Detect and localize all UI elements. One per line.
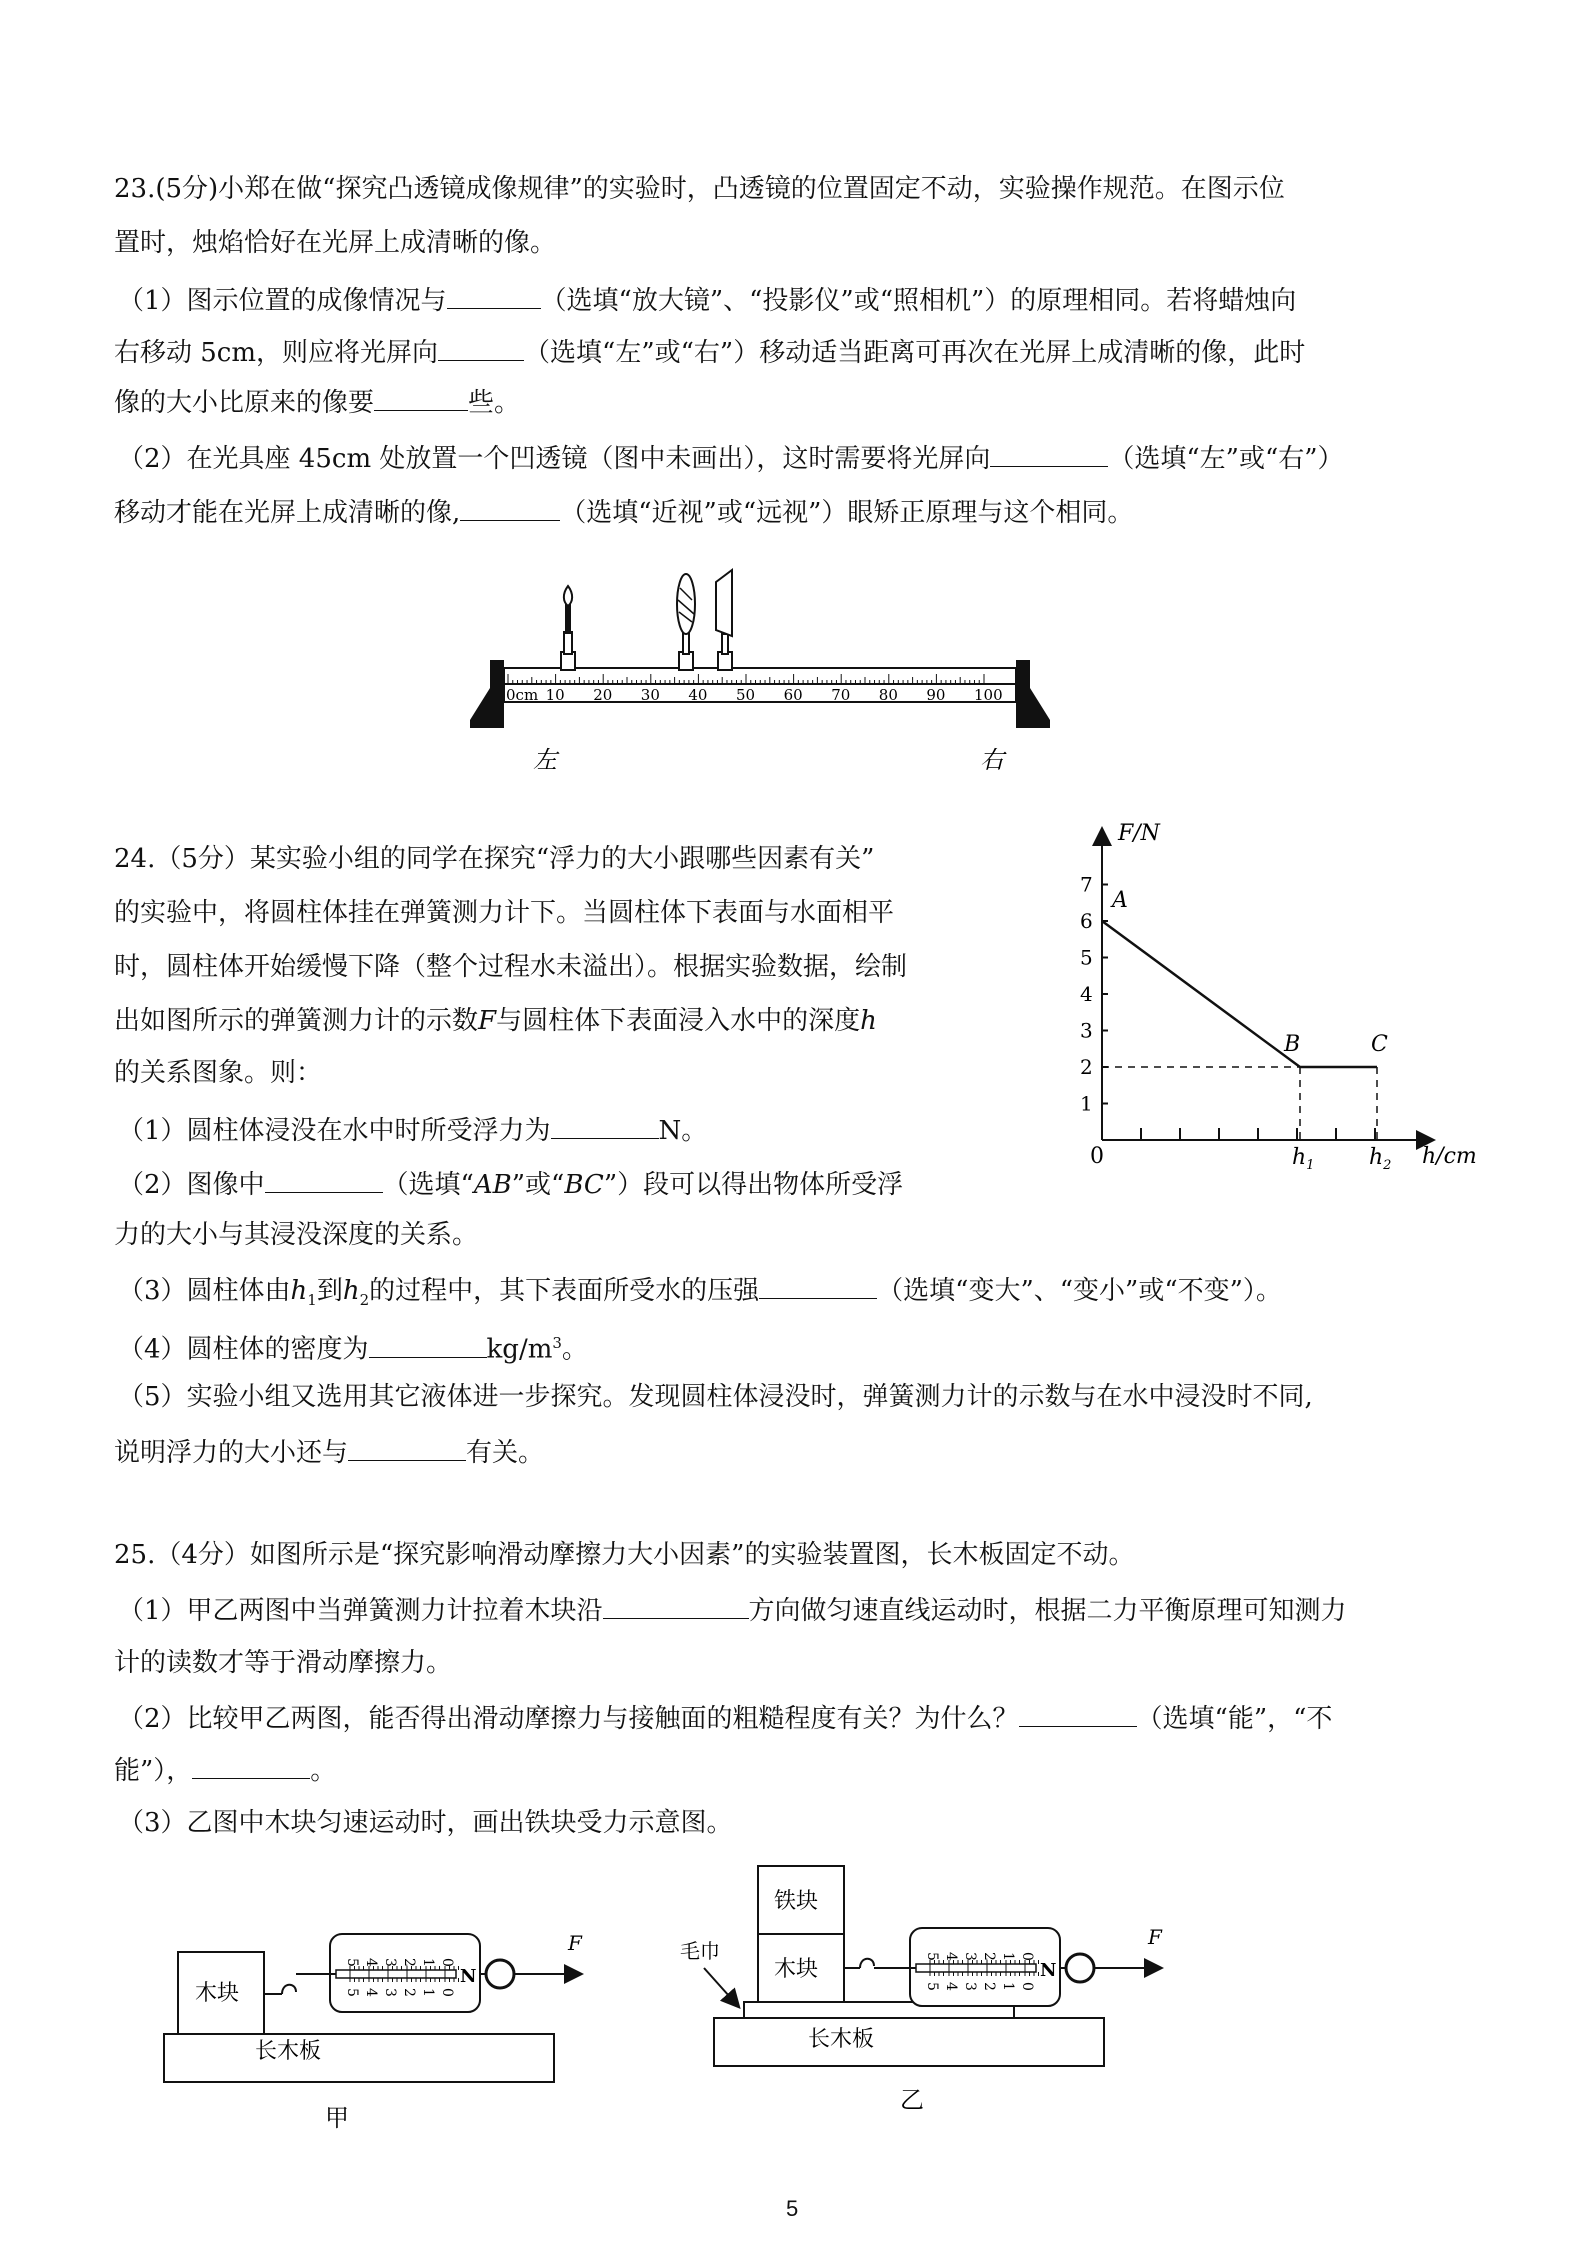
bench-tick-label: 20 <box>593 686 613 704</box>
long-board-b <box>714 2018 1104 2066</box>
q23-line5 <box>114 384 520 420</box>
answer-blank-13[interactable] <box>192 1752 310 1779</box>
x-axis-label: h/cm <box>1422 1144 1477 1169</box>
q24-l9-text3: 的过程中，其下表面所受水的压强 <box>369 1276 760 1306</box>
sub-2: 2 <box>359 1291 370 1310</box>
scale-digit: 0 <box>1019 1952 1035 1961</box>
segment-AB: AB <box>473 1170 512 1200</box>
scale-digit: 0 <box>1019 1982 1035 1991</box>
q25-l5-end: 。 <box>310 1756 337 1786</box>
y-tick-label: 6 <box>1080 909 1093 933</box>
var-F: F <box>478 1006 497 1036</box>
q25-l4-text2: （选填“能”，“不 <box>1136 1704 1333 1734</box>
board-label-b: 长木板 <box>808 2027 875 2052</box>
q24-l9-text2: 到 <box>316 1276 343 1306</box>
q23-line2: 置时，烛焰恰好在光屏上成清晰的像。 <box>114 228 557 258</box>
q24-l9-text: （3）圆柱体由 <box>118 1276 291 1306</box>
point-label-A: A <box>1112 888 1128 913</box>
scale-n-a: N <box>460 1966 477 1987</box>
scale-digit: 5 <box>924 1982 940 1991</box>
wood-label-a: 木块 <box>195 1981 240 2006</box>
scale-digit: 1 <box>1000 1982 1016 1991</box>
q24-l4-text2: 与圆柱体下表面浸入水中的深度 <box>496 1006 861 1036</box>
friction-figure-a <box>150 1900 630 2130</box>
point-label-C: C <box>1371 1032 1388 1057</box>
bench-tick-label: 80 <box>878 686 898 704</box>
iron-label-b: 铁块 <box>774 1889 819 1914</box>
origin-label: 0 <box>1090 1144 1104 1169</box>
answer-blank-6[interactable] <box>551 1112 659 1139</box>
bench-right-label: 右 <box>980 746 1004 774</box>
q24-l4-text: 出如图所示的弹簧测力计的示数 <box>114 1006 479 1036</box>
caption-a: 甲 <box>325 2104 349 2130</box>
scale-digit: 3 <box>382 1988 398 1997</box>
force-depth-chart <box>1030 810 1500 1180</box>
q23-l7-text: 移动才能在光屏上成清晰的像, <box>114 498 461 528</box>
q24-line11: （5）实验小组又选用其它液体进一步探究。发现圆柱体浸没时，弹簧测力计的示数与在水中浸没时不同, <box>118 1382 1313 1412</box>
q24-l7-text2: （选填“ <box>382 1170 474 1200</box>
q24-l10-unit: kg/m <box>486 1334 553 1365</box>
scale-digit: 3 <box>962 1952 978 1961</box>
scale-digit: 5 <box>344 1988 360 1997</box>
towel-label-b: 毛巾 <box>680 1939 720 1963</box>
bench-right-support <box>1016 660 1050 728</box>
y-tick-label: 3 <box>1080 1018 1093 1043</box>
q23-line1: 23.(5分)小郑在做“探究凸透镜成像规律”的实验时，凸透镜的位置固定不动，实验操作规范。在图示位 <box>114 174 1285 204</box>
q24-l7-text4: ”）段可以得出物体所受浮 <box>603 1170 904 1200</box>
y-tick-label: 1 <box>1080 1091 1093 1116</box>
q23-line6 <box>118 440 1344 476</box>
q23-l5-text2: 些。 <box>468 388 521 418</box>
q25-line4 <box>118 1700 1332 1736</box>
q23-l6-text2: （选填“左”或“右”） <box>1108 444 1344 474</box>
bench-tick-label: 90 <box>926 686 946 704</box>
answer-blank-4[interactable] <box>990 440 1108 467</box>
spring-scale-a <box>296 1934 580 2012</box>
y-tick-label: 7 <box>1080 872 1093 897</box>
scale-n-b: N <box>1040 1960 1057 1981</box>
q24-line10 <box>118 1326 588 1367</box>
scale-digit: 1 <box>420 1958 436 1967</box>
bench-left-label: 左 <box>533 746 557 774</box>
sup-3: 3 <box>552 1334 562 1352</box>
scale-digit: 3 <box>382 1958 398 1967</box>
q24-line8: 力的大小与其浸没深度的关系。 <box>114 1220 479 1250</box>
q25-line2 <box>118 1592 1347 1628</box>
scale-digit: 2 <box>981 1952 997 1961</box>
bench-left-support <box>470 660 504 728</box>
scale-digit: 5 <box>344 1958 360 1967</box>
q23-l5-text: 像的大小比原来的像要 <box>114 388 375 418</box>
q23-line4 <box>114 334 1305 370</box>
bench-tick-label: 30 <box>640 686 660 704</box>
q25-line1: 25.（4分）如图所示是“探究影响滑动摩擦力大小因素”的实验装置图，长木板固定不动。 <box>114 1540 1135 1570</box>
bench-tick-label: 50 <box>736 686 756 704</box>
y-tick-label: 5 <box>1080 945 1093 970</box>
force-label-b: F <box>1148 1925 1162 1949</box>
q25-l5-text: 能”）， <box>114 1756 193 1786</box>
answer-blank-7[interactable] <box>265 1166 383 1193</box>
scale-digit: 4 <box>943 1952 959 1961</box>
x-tick-label-h1: $h_1$ <box>1292 1145 1315 1173</box>
y-tick-label: 4 <box>1080 982 1093 1006</box>
q24-line9 <box>118 1272 1282 1317</box>
sub-1: 1 <box>307 1291 317 1310</box>
q25-l2-text2: 方向做匀速直线运动时，根据二力平衡原理可知测力 <box>748 1596 1347 1626</box>
q25-l4-text: （2）比较甲乙两图，能否得出滑动摩擦力与接触面的粗糙程度有关？为什么？ <box>118 1704 1019 1734</box>
var-h2: h <box>342 1276 360 1306</box>
x-tick-label-h2: $h_2$ <box>1369 1145 1392 1173</box>
y-tick-label: 2 <box>1080 1055 1093 1079</box>
q25-line5 <box>114 1752 336 1788</box>
scale-digit: 4 <box>363 1988 379 1997</box>
q24-l6-unit: N。 <box>658 1116 708 1146</box>
friction-figure-b <box>660 1846 1220 2116</box>
bench-tick-label: 70 <box>831 686 851 704</box>
page-number: 5 <box>786 2196 799 2221</box>
q23-l3-text2: （选填“放大镜”、“投影仪”或“照相机”）的原理相同。若将蜡烛向 <box>540 286 1297 316</box>
bench-tick-label: 10 <box>545 686 565 704</box>
hook-icon <box>282 1985 296 1994</box>
q24-line6 <box>118 1112 707 1148</box>
q24-line1: 24.（5分）某实验小组的同学在探究“浮力的大小跟哪些因素有关” <box>114 844 875 874</box>
q24-l10-end: 。 <box>561 1334 588 1365</box>
x-minor-ticks <box>1141 1128 1375 1140</box>
q25-line6: （3）乙图中木块匀速运动时，画出铁块受力示意图。 <box>118 1808 733 1838</box>
optical-bench-figure <box>460 548 1060 778</box>
q24-line7 <box>118 1166 903 1202</box>
answer-blank-10[interactable] <box>348 1434 466 1461</box>
q24-l12-text2: 有关。 <box>466 1438 545 1468</box>
answer-blank-11[interactable] <box>603 1592 749 1619</box>
ring-icon <box>486 1960 514 1988</box>
bench-tick-label: 0cm <box>506 686 539 704</box>
towel-pointer-arrow <box>704 1968 738 2006</box>
scale-digit: 1 <box>1000 1952 1016 1961</box>
q24-line12 <box>114 1434 544 1470</box>
candle-icon <box>561 586 575 670</box>
q24-l7-text: （2）图像中 <box>118 1170 265 1200</box>
segment-BC: BC <box>564 1170 604 1200</box>
point-label-B: B <box>1284 1032 1301 1057</box>
bench-tick-label: 40 <box>688 686 708 704</box>
q23-line7 <box>114 494 1133 530</box>
q24-l7-text3: ”或“ <box>511 1170 565 1200</box>
bench-tick-label: 100 <box>974 686 1003 704</box>
answer-blank-12[interactable] <box>1019 1700 1137 1727</box>
force-label-a: F <box>568 1931 582 1955</box>
bench-tick-label: 60 <box>783 686 803 704</box>
q23-l4-text: 右移动 5cm，则应将光屏向 <box>114 338 439 368</box>
convex-lens-icon <box>677 574 695 670</box>
q23-l7-text2: （选填“近视”或“远视”）眼矫正原理与这个相同。 <box>560 498 1134 528</box>
q24-l12-text: 说明浮力的大小还与 <box>114 1438 349 1468</box>
q24-line4 <box>114 1004 877 1038</box>
answer-blank-8[interactable] <box>759 1272 877 1299</box>
answer-blank-3[interactable] <box>374 384 468 411</box>
scale-digit: 2 <box>401 1988 417 1997</box>
spring-scale-b <box>874 1928 1160 2006</box>
var-h1: h <box>290 1276 308 1306</box>
light-screen-icon <box>716 570 732 670</box>
series-line <box>1102 921 1377 1067</box>
hook-icon-b <box>860 1959 874 1968</box>
q25-l2-text: （1）甲乙两图中当弹簧测力计拉着木块沿 <box>118 1596 603 1626</box>
q23-l6-text: （2）在光具座 45cm 处放置一个凹透镜（图中未画出），这时需要将光屏向 <box>118 444 991 474</box>
q24-l9-text4: （选填“变大”、“变小”或“不变”）。 <box>877 1276 1282 1306</box>
scale-digit: 0 <box>439 1988 455 1997</box>
q24-l6-text: （1）圆柱体浸没在水中时所受浮力为 <box>118 1116 551 1146</box>
var-h: h <box>860 1006 877 1036</box>
caption-b: 乙 <box>900 2086 924 2114</box>
y-ticks <box>1080 873 1108 1116</box>
scale-digit: 2 <box>401 1958 417 1967</box>
y-axis-label: F/N <box>1118 821 1160 846</box>
scale-digit: 0 <box>439 1958 455 1967</box>
ring-icon-b <box>1066 1954 1094 1982</box>
answer-blank-5[interactable] <box>460 494 560 521</box>
chart-marks <box>1102 888 1391 1173</box>
q24-line5: 的关系图象。则： <box>114 1058 323 1088</box>
q24-line2: 的实验中，将圆柱体挂在弹簧测力计下。当圆柱体下表面与水面相平 <box>114 898 895 928</box>
answer-blank-1[interactable] <box>447 282 541 309</box>
long-board-a <box>164 2034 554 2082</box>
q24-line3: 时，圆柱体开始缓慢下降（整个过程水未溢出）。根据实验数据，绘制 <box>114 952 908 982</box>
answer-blank-2[interactable] <box>438 334 524 361</box>
scale-digit: 1 <box>420 1988 436 1997</box>
scale-digit: 2 <box>981 1982 997 1991</box>
q23-line3 <box>118 282 1296 318</box>
answer-blank-9[interactable] <box>369 1331 487 1358</box>
q23-l3-text: （1）图示位置的成像情况与 <box>118 286 447 316</box>
scale-digit: 3 <box>962 1982 978 1991</box>
board-label-a: 长木板 <box>255 2039 322 2064</box>
q24-l10-text: （4）圆柱体的密度为 <box>118 1334 369 1365</box>
q25-line3: 计的读数才等于滑动摩擦力。 <box>114 1648 453 1678</box>
wood-label-b: 木块 <box>774 1957 819 1982</box>
scale-digit: 5 <box>924 1952 940 1961</box>
scale-digit: 4 <box>943 1982 959 1991</box>
q23-l4-text2: （选填“左”或“右”）移动适当距离可再次在光屏上成清晰的像，此时 <box>524 338 1306 368</box>
scale-digit: 4 <box>363 1958 379 1967</box>
